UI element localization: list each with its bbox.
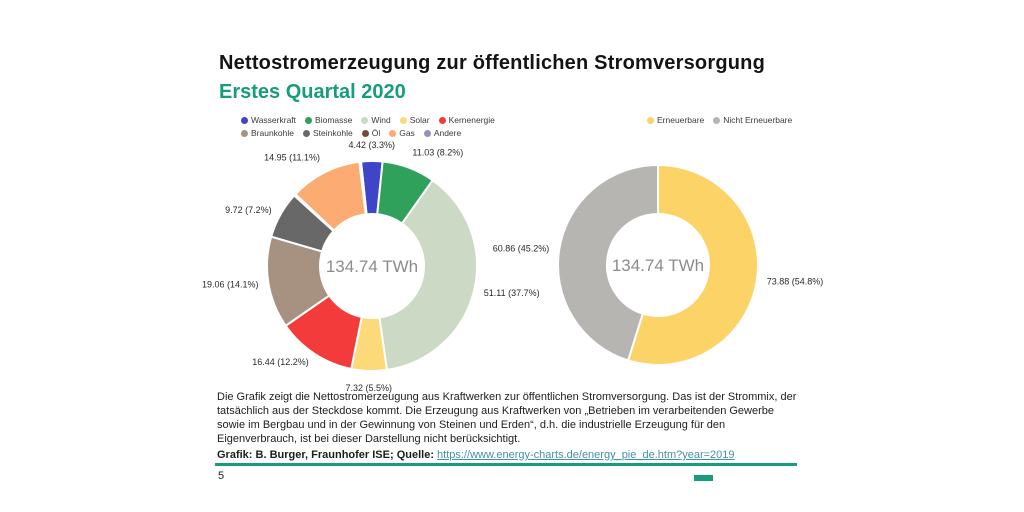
slice-value-label: 14.95 (11.1%) (264, 152, 320, 163)
page-title: Nettostromerzeugung zur öffentlichen Stromversorgung (219, 52, 765, 74)
legend-item-label: Biomasse (315, 115, 353, 125)
legend-item-label: Erneuerbare (657, 115, 705, 125)
slice-value-label: 51.11 (37.7%) (483, 288, 540, 298)
source-prefix: Grafik: B. Burger, Fraunhofer ISE; Quelle: (217, 449, 438, 461)
donut-center-total-label: 134.74 TWh (611, 256, 705, 275)
slice-value-label: 11.03 (8.2%) (412, 147, 464, 158)
page-number: 5 (218, 470, 225, 482)
bottom-rule (215, 463, 797, 466)
legend-item-label: Gas (399, 128, 415, 138)
legend-item-label: Öl (371, 128, 381, 138)
slice-value-label: 4.42 (3.3%) (348, 140, 396, 150)
page-subtitle: Erstes Quartal 2020 (219, 81, 406, 103)
slice-value-label: 60.86 (45.2%) (492, 243, 550, 254)
legend-item-label: Wind (371, 115, 391, 125)
legend-item-label: Solar (409, 115, 430, 125)
legend-item-label: Braunkohle (251, 128, 295, 138)
donut-center-total-label: 134.74 TWh (325, 257, 419, 276)
slice-value-label: 73.88 (54.8%) (766, 276, 824, 287)
source-link[interactable]: https://www.energy-charts.de/energy_pie_de.htm?year=2019 (437, 449, 735, 461)
source-line (217, 449, 805, 461)
slice-value-label: 9.72 (7.2%) (225, 204, 272, 215)
donut-chart-generation-mix (202, 140, 540, 393)
description-text: Die Grafik zeigt die Nettostromerzeugung aus Kraftwerken zur öffentlichen Stromversorgung. Das ist der Strommix, der tatsächlich aus der Steckdose kommt. Die Erzeugung aus Kraftwerken von „Betrieben im verarbeitenden Gewerbe sowie im Bergbau und in der Gewinnung von Steinen und Erden“, d.h. die industrielle Erzeugung für den Eigenverbrauch, ist bei dieser Darstellung nicht berücksichtigt. (217, 391, 797, 445)
legend-item-label: Wasserkraft (251, 115, 297, 125)
slice-value-label: 19.06 (14.1%) (201, 279, 259, 290)
legend-item-label: Steinkohle (313, 128, 353, 138)
corner-accent-mark (694, 475, 713, 481)
slice-value-label: 7.32 (5.5%) (345, 383, 393, 393)
legend-item-label: Nicht Erneuerbare (723, 115, 793, 125)
donut-chart-renewable-share (493, 165, 823, 365)
slice-value-label: 16.44 (12.2%) (252, 357, 309, 368)
legend-item-label: Kernenergie (448, 115, 495, 125)
legend-item-label: Andere (433, 128, 462, 138)
